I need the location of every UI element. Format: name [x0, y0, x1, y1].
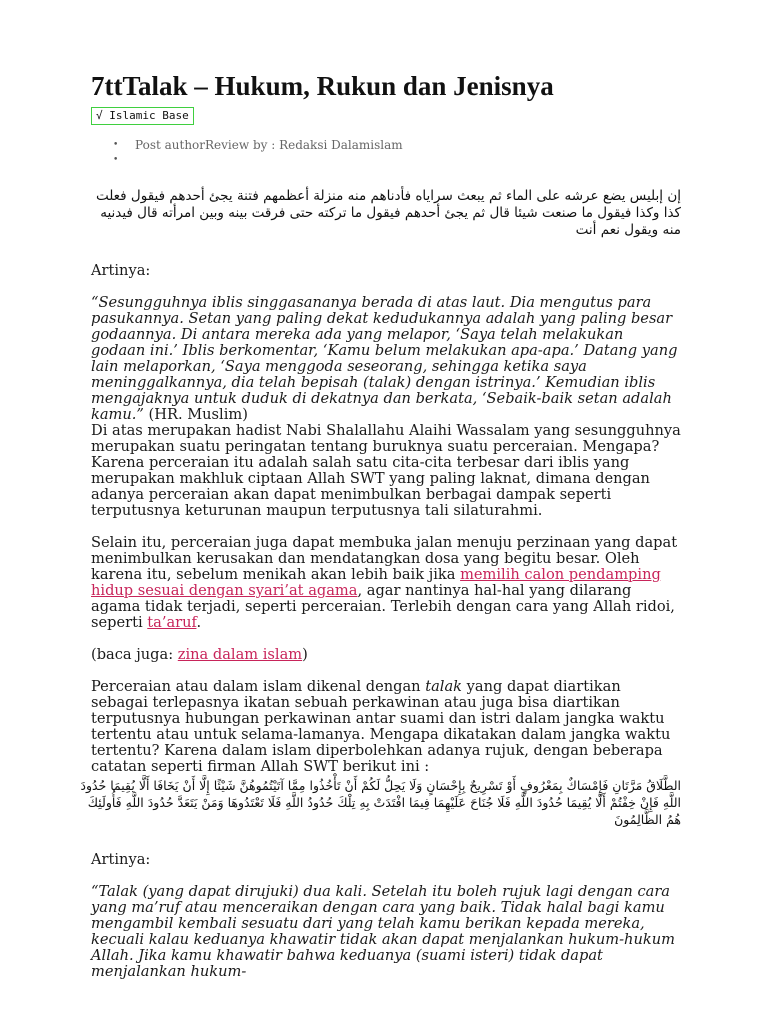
post-meta-list	[91, 138, 681, 168]
bullet-icon: •	[113, 140, 119, 150]
bullet-icon: •	[113, 155, 119, 165]
hadith-source: (HR. Muslim)	[143, 406, 248, 423]
post-author-text: Post authorReview by : Redaksi Dalamislam	[135, 138, 403, 152]
paragraph-2	[91, 535, 681, 631]
artinya-label-1: Artinya:	[91, 262, 151, 279]
post-meta-empty-item	[113, 153, 681, 168]
artinya-label-2: Artinya:	[91, 851, 151, 868]
page-title: 7ttTalak – Hukum, Rukun dan Jenisnya	[91, 71, 554, 101]
post-author-item	[113, 138, 681, 153]
baca-juga-suffix: )	[302, 646, 308, 663]
baca-juga-line	[91, 647, 681, 663]
paragraph-2-text-b: , agar nantinya hal-hal yang dilarang agama tidak terjadi, seperti perceraian. Terlebih dengan cara yang Allah ridoi, seperti	[91, 582, 675, 631]
article	[80, 68, 681, 980]
paragraph-2-text-a: Selain itu, perceraian juga dapat membuka jalan menuju perzinaan yang dapat menimbulkan kerusakan dan mendatangkan dosa yang begitu besar. Oleh karena itu, sebelum menikah akan lebih baik jika	[91, 534, 678, 583]
hadith-translation	[91, 295, 681, 423]
link-taaruf[interactable]: ta’aruf	[147, 614, 197, 631]
paragraph-2-text-c: .	[196, 614, 202, 631]
verse-translation: “Talak (yang dapat dirujuki) dua kali. Setelah itu boleh rujuk lagi dengan cara yang ma’ruf atau menceraikan dengan cara yang baik. Tidak halal bagi kamu mengambil kembali sesuatu dari yang telah kamu berikan kepada mereka, kecuali kalau keduanya khawatir tidak akan dapat menjalankan hukum-hukum Allah. Jika kamu khawatir bahwa keduanya (suami isteri) tidak dapat menjalankan hukum-	[91, 883, 675, 980]
paragraph-1: Di atas merupakan hadist Nabi Shalallahu Alaihi Wassalam yang sesungguhnya merupakan suatu peringatan tentang buruknya suatu perceraian. Mengapa? Karena perceraian itu adalah salah satu cita-cita terbesar dari iblis yang merupakan makhluk ciptaan Allah SWT yang paling laknat, dimana dengan adanya perceraian akan dapat menimbulkan berbagai dampak seperti terputusnya keturunan maupun terputusnya tali silaturahmi.	[91, 422, 681, 519]
category-badge[interactable]: √ Islamic Base	[91, 107, 194, 125]
arabic-verse: الطَّلَاقُ مَرَّتَانِ فَإِمْسَاكٌ بِمَعْرُوفٍ أَوْ تَسْرِيحٌ بِإِحْسَانٍ وَلَا يَحِلُّ لَكُمْ أَنْ تَأْخُذُوا مِمَّا آتَيْتُمُوهُنَّ شَيْئًا إِلَّا أَنْ يَخَافَا أَلَّا يُقِيمَا حُدُودَ اللَّهِ فَإِنْ خِفْتُمْ أَلَّا يُقِيمَا حُدُودَ اللَّهِ فَلَا جُنَاحَ عَلَيْهِمَا فِيمَا افْتَدَتْ بِهِ تِلْكَ حُدُودُ اللَّهِ فَلَا تَعْتَدُوهَا وَمَنْ يَتَعَدَّ حُدُودَ اللَّهِ فَأُولَئِكَ هُمُ الظَّالِمُونَ	[80, 778, 681, 827]
hadith-translation-text: “Sesungguhnya iblis singgasananya berada di atas laut. Dia mengutus para pasukannya. Setan yang paling dekat kedudukannya adalah yang paling besar godaannya. Di antara mereka ada yang melapor, ‘Saya telah melakukan godaan ini.’ Iblis berkomentar, ‘Kamu belum melakukan apa-apa.’ Datang yang lain melaporkan, ‘Saya menggoda seseorang, sehingga ketika saya meninggalkannya, dia telah bepisah (talak) dengan istrinya.’ Kemudian iblis mengajaknya untuk duduk di dekatnya dan berkata, ‘Sebaik-baik setan adalah kamu.”	[91, 294, 678, 423]
link-memilih-calon-pendamping[interactable]: memilih calon pendamping hidup sesuai dengan syari’at agama	[91, 566, 661, 599]
talak-term: talak	[425, 678, 462, 695]
paragraph-3-text-a: Perceraian atau dalam islam dikenal dengan	[91, 678, 426, 695]
arabic-hadith: إن إبليس يضع عرشه على الماء ثم يبعث سراياه فأدناهم منه منزلة أعظمهم فتنة يجئ أحدهم فيقول فعلت كذا وكذا فيقول ما صنعت شيئا قال ثم يجئ أحدهم فيقول ما تركته حتى فرقت بينه وبين امرأته قال فيدنيه منه ويقول نعم أنت	[95, 188, 681, 238]
paragraph-3-text-b: yang dapat diartikan sebagai terlepasnya ikatan sebuah perkawinan atau juga bisa diartikan terputusnya hubungan perkawinan antar suami dan istri dalam jangka waktu tertentu atau untuk selama-lamanya. Mengapa dikatakan dalam jangka waktu tertentu? Karena dalam islam diperbolehkan adanya rujuk, dengan beberapa catatan seperti firman Allah SWT berikut ini :	[91, 678, 671, 775]
baca-juga-prefix: (baca juga:	[91, 646, 178, 663]
paragraph-3	[91, 679, 681, 775]
link-zina-dalam-islam[interactable]: zina dalam islam	[177, 646, 303, 663]
